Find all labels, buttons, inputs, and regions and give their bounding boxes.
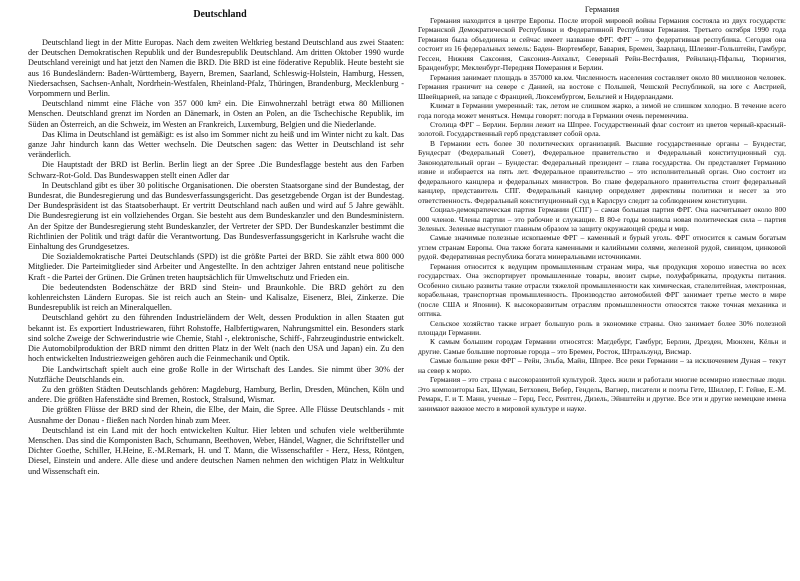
russian-paragraph: Климат в Германии умеренный: так, летом не слишком жарко, а зимой не слишком холодно. В течение всего года погода может меняться. Немцы говорят: погода в Германии очень переменчива.	[418, 101, 786, 120]
german-paragraph: Deutschland nimmt eine Fläche von 357 000 km² ein. Die Einwohnerzahl beträgt etwa 80 Millionen Menschen. Deutschland grenzt im Norden an Dänemark, in Osten an Polen, an die Tschechische Republik, im Süden an Österreich, an die Schweiz, im Westen an Frankreich, Luxemburg, Belgien und die Niederlande.	[28, 99, 404, 129]
german-paragraph: Die Hauptstadt der BRD ist Berlin. Berlin liegt an der Spree .Die Bundesflagge besteht aus den Farben Schwarz-Rot-Gold. Das Bundeswappen stellt einen Adler dar	[28, 160, 404, 180]
german-paragraph: Zu den größten Städten Deutschlands gehören: Magdeburg, Hamburg, Berlin, Dresden, München, Köln und andere. Die größten Hafenstädte sind Bremen, Rostock, Stralsund, Wismar.	[28, 384, 404, 405]
german-paragraph: Das Klima in Deutschland ist gemäßigt: es ist also im Sommer nicht zu heiß und im Winter nicht zu kalt. Das ganze Jahr hindurch kann das Wetter wechseln. Die Deutschen sagen: das Wetter in Deutschland ist sehr veränderlich.	[28, 129, 404, 160]
german-title: Deutschland	[193, 9, 247, 20]
german-paragraph: Die bedeutendsten Bodenschätze der BRD sind Stein- und Braunkohle. Die BRD gehört zu den kohlenreichsten Ländern Europas. Sie ist reich auch an Stein- und Kalisalze, Eisenerz, Blei, Zinkerze. Die Bundesrepublik ist reich an Mineralquellen.	[28, 282, 404, 313]
german-paragraph: Deutschland gehört zu den führenden Industrieländern der Welt, dessen Produktion in allen Staaten gut bekannt ist. Es exportiert Industriewaren, führt Rohstoffe, Halbfertigwaren, Nahrungsmittel ein. Besonders stark sind solche Zweige der Schwerindustrie wie Chemie, Stahl -, elektronische, Schiff-, Fahrzeugindustrie entwickelt. Die Automobilproduktion der BRD nimmt den dritten Platz in der Welt (nach den USA und Japan) ein. Zu den hoch entwickelten Industriezweigen gehören auch die Feinmechanik und Optik.	[28, 313, 404, 364]
russian-paragraph: Германия – это страна с высокоразвитой культурой. Здесь жили и работали многие всемирно известные люди. Это композиторы Бах, Шуман, Бетховен, Вебер, Гендель, Вагнер, писатели и поэты Гете, Шиллер, Г. Гейне, Е.-М. Ремарк, Г. и Т. Манн, ученые – Герц, Гесс, Рентген, Дизель, Эйнштейн и другие. Все эти и другие немецкие имена занимают важное место в мировой культуре и науке.	[418, 375, 786, 413]
russian-paragraph: Самые большие реки ФРГ – Рейн, Эльба, Майн, Шпрее. Все реки Германии – за исключением Дуная – текут на север к морю.	[418, 356, 786, 375]
german-paragraph: Deutschland ist ein Land mit der hoch entwickelten Kultur. Hier lebten und schufen viele weltberühmte Menschen. Das sind die Komponisten Bach, Schumann, Beethoven, Weber, Händel, Wagner, die Schriftsteller und Dichter Goethe, Schiller, H.Heine, E.-M.Remark, H. und T. Mann, die Wissenschaftler - Herz, Hess, Röntgen, Diesel, Einstein und andere. Alle diese und andere deutschen Namen nehmen den wichtigen Platz in Weltkultur und Wissenschaft ein.	[28, 425, 404, 476]
russian-paragraph: Самые значимые полезные ископаемые ФРГ – каменный и бурый уголь. ФРГ относится к самым богатым углем странам Европы. Она также богата каменными и калийными солями, железной рудой, свинцом, цинковой рудой. Федеративная республика богата минеральными источниками.	[418, 233, 786, 262]
german-paragraph: Die Sozialdemokratische Partei Deutschlands (SPD) ist die größte Partei der BRD. Sie zählt etwa 800 000 Mitglieder. Die Parteimitglieder sind Arbeiter und Angestellte. In den achtziger Jahren entstand neue politische Kraft - die Partei der Grünen. Die Grünen treten hauptsächlich für Umweltschutz und Frieden ein.	[28, 252, 404, 282]
russian-paragraph: В Германии есть более 30 политических организаций. Высшие государственные органы – Бундестаг, Бундесрат (Федеральный Совет), Федеральное правительство и Федеральный конституционный суд. Законодательный орган – Бундестаг. Федеральный президент – глава государства. Он представляет Германию извне и избирается на пять лет. Федеральное правительство – это исполнительный орган. Оно состоит из федерального канцлера и федеральных министров. Во главе федерального правительства стоит федеральный канцлер, представитель СПГ. Федеральный канцлер определяет директивы политики и несет за это ответственность. Федеральный конституционный суд в Карлсруэ следит за соблюдением конституции.	[418, 138, 786, 205]
german-paragraph: In Deutschland gibt es über 30 politische Organisationen. Die obersten Staatsorgane sind der Bundestag, der Bundesrat, die Bundesregierung und das Bundesverfassungsgericht. Das gesetzgebende Organ ist der Bundestag. Der Bundespräsident ist das Staatsoberhaupt. Er vertritt Deutschland nach außen und wird auf 5 Jahre gewählt. Die Bundesregierung ist ein vollziehendes Organ. Sie besteht aus dem Bundeskanzler und den Bundesministern. An der Spitze der Bundesregierung steht Bundeskanzler, der Vertreter der SPD. Der Bundeskanzler bestimmt die Richtlinien der Politik und trägt dafür die Verantwortung. Das Bundesverfassungsgericht in Karlsruhe wacht die Einhaltung des Grundgesetzes.	[28, 180, 404, 252]
russian-paragraph: Германия занимает площадь в 357000 кв.км. Численность населения составляет около 80 миллионов человек. Германия граничит на севере с Данией, на востоке с Польшей, Чешской Республикой, на юге с Австрией, Швейцарией, на западе с Францией, Люксембургом, Бельгией и Нидерландами.	[418, 72, 786, 101]
russian-paragraph: Столица ФРГ – Берлин. Берлин лежит на Шпрее. Государственный флаг состоит из цветов черный-красный-золотой. Государственный герб представляет собой орла.	[418, 119, 786, 139]
german-paragraph: Die größten Flüsse der BRD sind der Rhein, die Elbe, der Main, die Spree. Alle Flüsse Deutschlands - mit Ausnahme der Donau - fließen nach Norden hinab zum Meer.	[28, 405, 404, 425]
russian-title: Германия	[584, 4, 620, 14]
russian-paragraph: Сельское хозяйство также играет большую роль в экономике страны. Оно занимает более 30% полезной площади Германии.	[418, 318, 786, 337]
russian-paragraph: Социал-демократическая партия Германии (СПГ) – самая большая партия ФРГ. Она насчитывает около 800 000 членов. Члены партии – это рабочие и служащие. В 80-е годы возникла новая политическая сила – партия Зеленых. Зеленые выступают главным образом за защиту окружающей среды и мир.	[418, 205, 786, 233]
german-paragraph: Deutschland liegt in der Mitte Europas. Nach dem zweiten Weltkrieg bestand Deutschland aus zwei Staaten: der Deutschen Demokratischen Republik und der Bundesrepublik Deutschland. Am dritten Oktober 1990 wurde Deutschland vereinigt und hat jetzt den Namen die BRD. Die BRD ist eine föderative Republik. Heute besteht sie aus 16 Bundesländern: Baden-Württemberg, Bayern, Bremen, Saarland, Schleswig-Holstein, Hamburg, Hessen, Niedersachsen, Sachsen-Anhalt, Nordrhein-Westfalen, Rheinland-Pfalz, Thüringen, Brandenburg, Mecklenburg - Vorpommern und Berlin.	[28, 38, 404, 99]
russian-paragraph: Германия относится к ведущим промышленным странам мира, чья продукция хорошо известна во всех государствах. Она экспортирует промышленные товары, ввозит сырье, полуфабрикаты, продукты питания. Особенно сильно развиты такие отрасли тяжелой промышленности как химическая, сталелитейная, электронная, корабельная, транспортная промышленность. Производство автомобилей ФРГ занимает третье место в мире (после США и Японии). К высокоразвитым отраслям промышленности относятся также точная механика и оптика.	[418, 261, 786, 319]
russian-text-column	[418, 16, 786, 413]
german-text-column	[28, 38, 404, 477]
russian-paragraph: К самым большим городам Германии относятся: Магдебург, Гамбург, Берлин, Дрезден, Мюнхен, Кёльн и другие. Самые большие портовые города – это Бремен, Росток, Штральзунд, Висмар.	[418, 337, 786, 356]
german-paragraph: Die Landwirtschaft spielt auch eine große Rolle in der Wirtschaft des Landes. Sie nimmt über 30% der Nutzfläche Deutschlands ein.	[28, 364, 404, 384]
russian-paragraph: Германия находится в центре Европы. После второй мировой войны Германия состояла из двух государств: Германской Демократической Республики и Федеративной Республики Германия. Третьего октября 1990 года Германия была объединена и сейчас имеет название ФРГ. ФРГ – это федеративная республика. Сегодня она состоит из 16 федеральных земель: Баден- Вюртемберг, Бавария, Бремен, Заарланд, Шлезвиг-Гольштейн, Гамбург, Гессен, Нижняя Саксония, Саксония-Анхальт, Северный Рейн-Вестфалия, Рейнланд-Пфальц, Тюрингия, Бранденбург, Мекленбург-Передняя Померания и Берлин.	[418, 16, 786, 73]
